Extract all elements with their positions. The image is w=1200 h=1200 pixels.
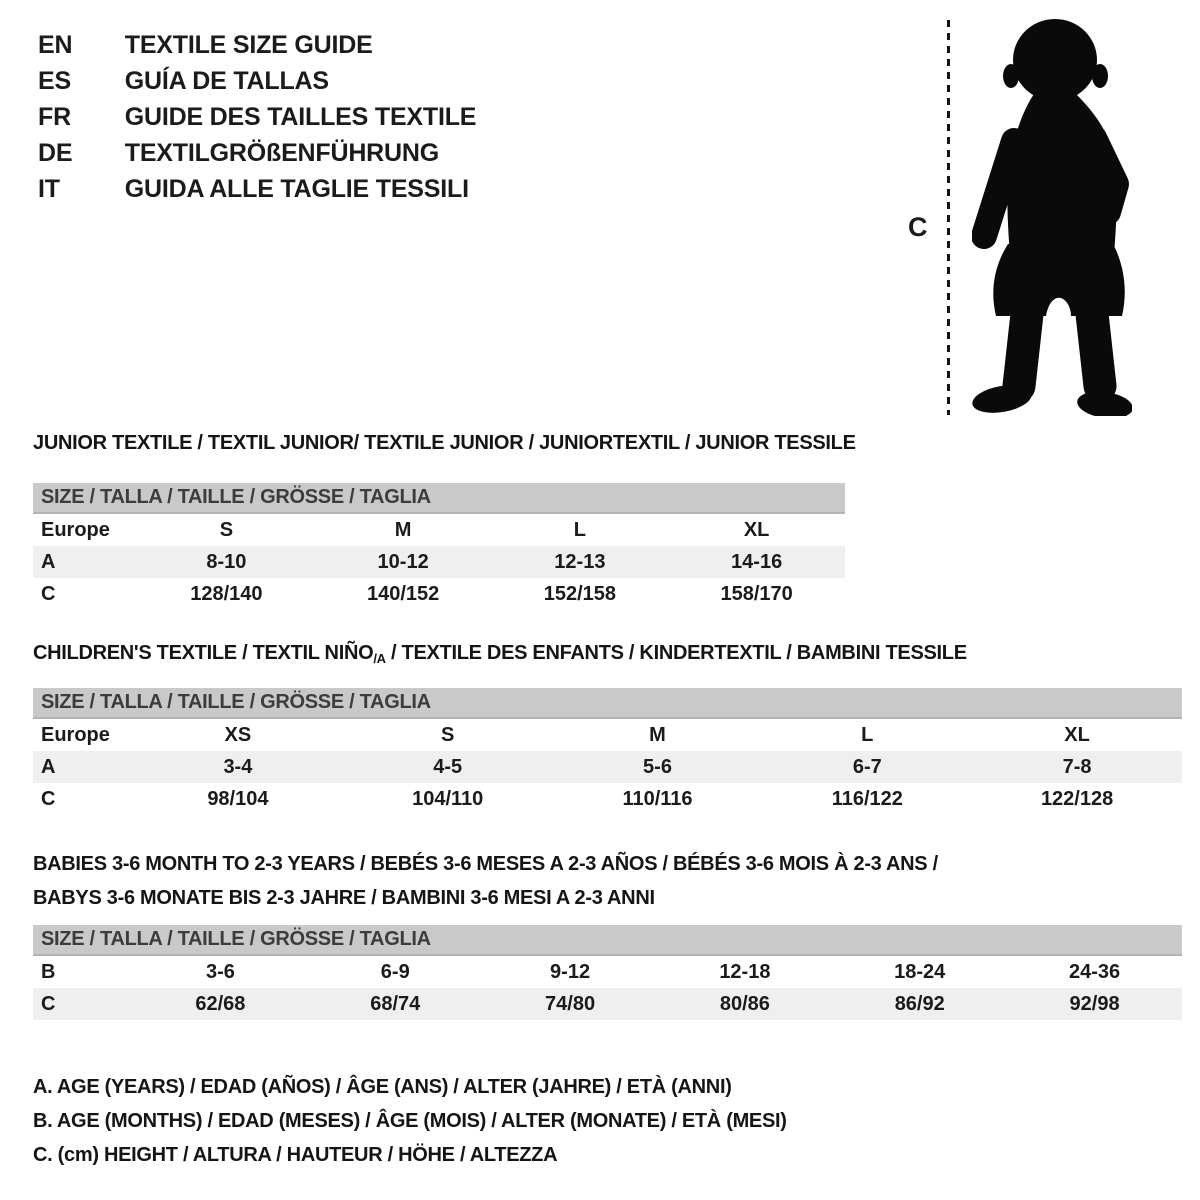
legend-line-a: A. AGE (YEARS) / EDAD (AÑOS) / ÂGE (ANS) / ALTER (JAHRE) / ETÀ (ANNI)	[33, 1076, 732, 1098]
size-header-bar: SIZE / TALLA / TAILLE / GRÖSSE / TAGLIA	[33, 483, 845, 514]
cell-value: 4-5	[433, 756, 463, 778]
cell-value: 152/158	[543, 583, 617, 605]
childrens-textile-title	[33, 642, 967, 666]
table-row	[33, 783, 1182, 815]
lang-row-en	[38, 27, 476, 63]
row-label: C	[41, 993, 56, 1015]
cell-value: 3-4	[223, 756, 253, 778]
row-label: A	[41, 756, 56, 778]
table-row	[33, 988, 1182, 1020]
height-measure-dashed-line	[947, 20, 950, 415]
cell-value: 24-36	[1068, 961, 1121, 983]
cell-value: 158/170	[720, 583, 793, 605]
cell-value: XL	[1064, 724, 1090, 746]
cell-value: S	[219, 519, 234, 541]
lang-code: FR	[38, 103, 71, 131]
lang-row-es	[38, 63, 476, 99]
cell-value: 12-18	[719, 961, 771, 983]
cell-value: L	[861, 724, 874, 746]
row-label: C	[41, 788, 56, 810]
legend-line-c: C. (cm) HEIGHT / ALTURA / HAUTEUR / HÖHE / ALTEZZA	[33, 1144, 558, 1166]
babies-title-line1: BABIES 3-6 MONTH TO 2-3 YEARS / BEBÉS 3-6 MESES A 2-3 AÑOS / BÉBÉS 3-6 MOIS À 2-3 ANS /	[33, 853, 938, 875]
cell-value: L	[573, 519, 586, 541]
babies-textile-title	[33, 847, 938, 915]
babies-textile-table	[33, 925, 1182, 1020]
cell-value: M	[649, 724, 666, 746]
cell-value: S	[441, 724, 455, 746]
cell-value: 62/68	[195, 993, 246, 1015]
cell-value: 74/80	[545, 993, 596, 1015]
cell-value: XS	[224, 724, 252, 746]
cell-value: 140/152	[366, 583, 440, 605]
cell-value: 122/128	[1040, 788, 1114, 810]
row-label: Europe	[41, 724, 110, 746]
childrens-textile-table	[33, 688, 1182, 815]
measurement-legend	[33, 1070, 787, 1172]
cell-value: 18-24	[894, 961, 946, 983]
row-label: A	[41, 551, 56, 573]
height-measure-label: C	[908, 212, 928, 242]
cell-value: 8-10	[206, 551, 247, 573]
babies-title-line2: BABYS 3-6 MONATE BIS 2-3 JAHRE / BAMBINI 3-6 MESI A 2-3 ANNI	[33, 887, 655, 909]
title-subscript: /A	[373, 651, 386, 666]
lang-row-fr	[38, 99, 476, 135]
cell-value: 9-12	[550, 961, 591, 983]
cell-value: 110/116	[622, 788, 693, 810]
title-text: / TEXTILE DES ENFANTS / KINDERTEXTIL / BAMBINI TESSILE	[385, 642, 967, 664]
toddler-silhouette-image	[972, 16, 1132, 416]
lang-code: EN	[38, 31, 73, 59]
lang-title: GUIDE DES TAILLES TEXTILE	[124, 103, 477, 131]
cell-value: 116/122	[831, 788, 903, 810]
cell-value: 128/140	[190, 583, 263, 605]
lang-title: TEXTILE SIZE GUIDE	[124, 31, 373, 59]
lang-row-de	[38, 135, 476, 171]
junior-textile-title: JUNIOR TEXTILE / TEXTIL JUNIOR/ TEXTILE JUNIOR / JUNIORTEXTIL / JUNIOR TESSILE	[33, 432, 856, 454]
table-row	[33, 751, 1182, 783]
lang-title: TEXTILGRÖßENFÜHRUNG	[124, 139, 439, 167]
lang-code: IT	[38, 175, 60, 203]
lang-row-it	[38, 171, 476, 207]
size-header-bar: SIZE / TALLA / TAILLE / GRÖSSE / TAGLIA	[33, 688, 1182, 719]
table-row	[33, 514, 845, 546]
title-text: CHILDREN'S TEXTILE / TEXTIL NIÑO	[33, 642, 374, 664]
cell-value: 6-7	[852, 756, 882, 778]
table-row	[33, 956, 1182, 988]
table-row	[33, 546, 845, 578]
lang-title: GUÍA DE TALLAS	[124, 67, 329, 95]
table-row	[33, 578, 845, 610]
cell-value: 3-6	[205, 961, 235, 983]
lang-title: GUIDA ALLE TAGLIE TESSILI	[124, 175, 469, 203]
size-header-bar: SIZE / TALLA / TAILLE / GRÖSSE / TAGLIA	[33, 925, 1182, 956]
table-row	[33, 719, 1182, 751]
cell-value: XL	[743, 519, 770, 541]
junior-textile-table	[33, 483, 845, 610]
legend-line-b: B. AGE (MONTHS) / EDAD (MESES) / ÂGE (MOIS) / ALTER (MONATE) / ETÀ (MESI)	[33, 1110, 787, 1132]
cell-value: 92/98	[1069, 993, 1120, 1015]
cell-value: 6-9	[380, 961, 410, 983]
cell-value: M	[394, 519, 412, 541]
language-title-list	[38, 27, 476, 207]
cell-value: 98/104	[207, 788, 269, 810]
cell-value: 14-16	[731, 551, 783, 573]
cell-value: 86/92	[894, 993, 945, 1015]
cell-value: 5-6	[643, 756, 672, 778]
cell-value: 104/110	[412, 788, 484, 810]
cell-value: 7-8	[1062, 756, 1092, 778]
cell-value: 12-13	[554, 551, 606, 573]
cell-value: 10-12	[377, 551, 429, 573]
cell-value: 68/74	[370, 993, 421, 1015]
row-label: B	[41, 961, 56, 983]
lang-code: DE	[38, 139, 73, 167]
lang-code: ES	[38, 67, 71, 95]
row-label: Europe	[41, 519, 110, 541]
row-label: C	[41, 583, 56, 605]
cell-value: 80/86	[719, 993, 770, 1015]
